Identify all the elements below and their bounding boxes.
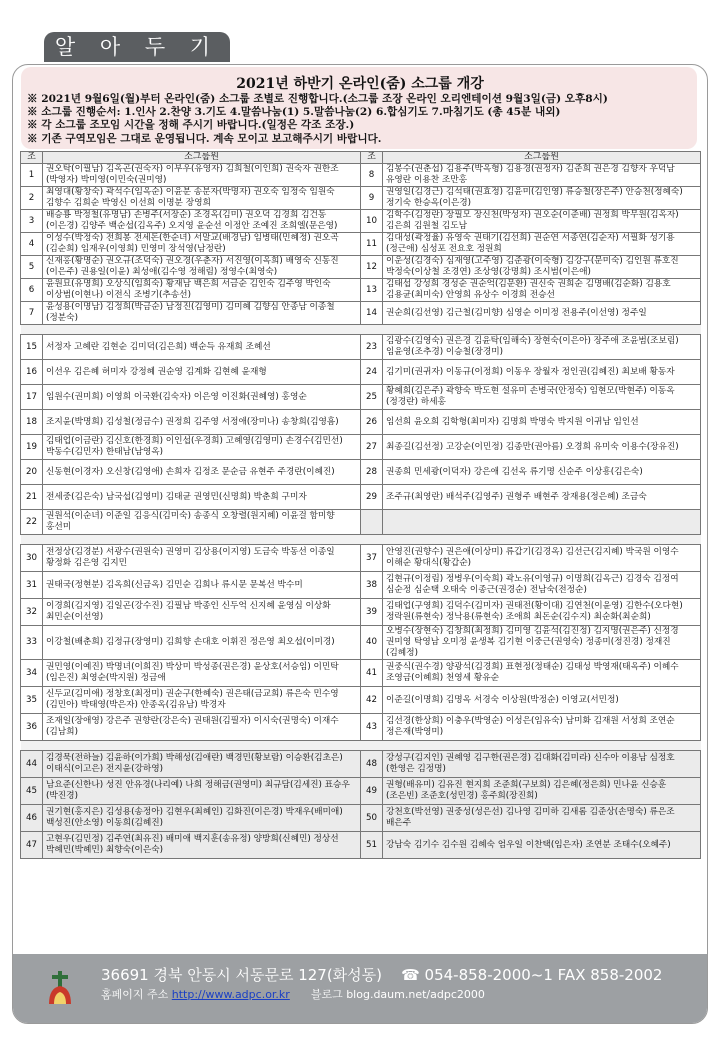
group-members: 신두교(김미애) 정창호(최정미) 권순구(한혜숙) 권은태(금교희) 류은숙 민수영(김민아) 박태영(박은자) 안종옥(김유남) 박경자: [43, 687, 361, 714]
church-cross-logo-icon: [47, 970, 73, 1006]
group-number: 49: [361, 778, 383, 805]
group-members: 김태업(이금란) 김신호(한경희) 이인섭(우경희) 고혜영(김영미) 손경수(김민선) 박동수(김민자) 한태남(남영옥): [43, 435, 361, 460]
footer-phone-fax: ☎ 054-858-2000~1 FAX 858-2002: [401, 966, 663, 984]
column-header-members: 소그룹원: [383, 152, 701, 164]
table-row: [21, 164, 701, 187]
column-header-group-number: 조: [361, 152, 383, 164]
group-members: 권오탁(이필남) 김옥곤(권숙자) 이부우(유영자) 김희철(이인희) 권숙자 권한조(박영자) 박미영(이민숙(권미영): [43, 164, 361, 187]
group-number: 13: [361, 279, 383, 302]
group-members: 서정자 고혜란 김현순 김미덕(김은희) 백순득 유재희 조혜선: [43, 335, 361, 360]
table-row: [21, 410, 701, 435]
table-row: [21, 714, 701, 741]
group-members: 조지윤(박명희) 김성철(정금수) 권정희 김주영 서정애(장미나) 송창희(김영흠): [43, 410, 361, 435]
group-number: 42: [361, 687, 383, 714]
group-number: 10: [361, 210, 383, 233]
blog-address: blog.daum.net/adpc2000: [346, 988, 485, 1001]
group-number: 50: [361, 805, 383, 832]
group-members: 배승룡 박정철(유명남) 손병주(서장순) 조경옥(김미) 권오덕 김경희 김건동(이은경) 김양주 백순섭(김옥주) 오지영 윤순선 이정안 조예진 조희엘(문은영): [43, 210, 361, 233]
table-row: [21, 687, 701, 714]
footer: [13, 954, 707, 1023]
group-members: 안영진(권향수) 권은애(이상미) 류갑기(김경옥) 김선근(김지혜) 박국원 이영수 이해순 황대식(황갑순): [383, 545, 701, 572]
table-row: [21, 832, 701, 859]
group-number: 37: [361, 545, 383, 572]
group-members: 조재일(장애영) 강은주 권향란(강은숙) 권태원(김필자) 이시숙(권명숙) 이재수(김남희): [43, 714, 361, 741]
group-number: 46: [21, 805, 43, 832]
group-number: 2: [21, 187, 43, 210]
group-members: 최영대(황창숙) 곽석수(임옥순) 이윤분 송분자(박명자) 권오숙 임정숙 임원숙 김향수 김희순 박영신 이선희 이명분 장영희: [43, 187, 361, 210]
group-members: 윤원묘(유명희) 오상식(임희숙) 황재남 백은희 서금순 김인숙 김주영 박인숙 이상범(이현나) 이전식 조병기(추송선): [43, 279, 361, 302]
table-row: [21, 435, 701, 460]
group-number: 14: [361, 302, 383, 325]
section-tab: 알 아 두 기: [44, 32, 230, 62]
table-separator-row: [21, 535, 701, 545]
group-members: 이성수(박정숙) 전희봉 전세돈(한순녀) 서말교(배경남) 임병태(민혜정) 권오곡(김순희) 임재우(이영희) 민영미 장석영(남정란): [43, 233, 361, 256]
footer-web: [101, 986, 485, 1002]
table-row: [21, 545, 701, 572]
table-row: [21, 187, 701, 210]
group-number: 24: [361, 360, 383, 385]
homepage-link[interactable]: http://www.adpc.or.kr: [171, 988, 290, 1001]
group-members: 김태섭 강성희 경성순 권순억(김문환) 권신숙 권희순 김명배(김순화) 김용호 김용균(최미숙) 안영희 유상수 이경희 전승선: [383, 279, 701, 302]
table-separator-row: [21, 741, 701, 751]
group-members: 권태국(정현분) 김옥희(신금옥) 김민순 김희나 류시문 문복선 박수미: [43, 572, 361, 599]
group-members: 김경묵(전하늘) 김윤하(이가희) 박해성(김애란) 백경민(황보람) 이승환(김초은) 이태식(이고은) 전지윤(강하영): [43, 751, 361, 778]
group-members: 이준길(이명희) 김명옥 서경숙 이상원(박정순) 이영교(서민정): [383, 687, 701, 714]
table-header-row: [21, 152, 701, 164]
group-members: 강성구(김지인) 권혜영 김구한(권은경) 김대화(김미라) 신수아 이용남 심정호(한영은 김정명): [383, 751, 701, 778]
group-number: 1: [21, 164, 43, 187]
notice-line: ※ 각 소그룹 조모임 시간을 정해 주시기 바랍니다.(일정은 각조 조장.): [27, 119, 355, 132]
group-members: 신동현(이경자) 오신창(김영애) 손희자 김정조 문순금 유현주 주경란(이혜진): [43, 460, 361, 485]
table-row: [21, 385, 701, 410]
group-members: 최종길(김선정) 고강순(이민정) 김종만(권아름) 오경희 유미숙 이용수(장유진): [383, 435, 701, 460]
group-number: 40: [361, 626, 383, 660]
group-number: 44: [21, 751, 43, 778]
table-separator-row: [21, 325, 701, 335]
group-members: 김기미(권귀자) 이동규(이정희) 이동우 장월자 정인권(김혜진) 최보배 황동자: [383, 360, 701, 385]
group-members: 김현규(이정림) 정병우(이숙희) 곽노유(이영규) 이명희(김옥근) 김경숙 김정여 심순정 심순택 오태숙 이종근(권경순) 전남숙(전정순): [383, 572, 701, 599]
group-members: 김봉수(권춘섭) 김용주(박옥형) 김용경(권정자) 김준희 권은경 김향자 우덕남 유영란 이용찬 조만홍: [383, 164, 701, 187]
group-number: 11: [361, 233, 383, 256]
group-number: 38: [361, 572, 383, 599]
group-members: 권중식(권수경) 양광석(김경희) 표현정(정태순) 김태성 박영재(태옥주) 이혜수 조영금(이혜희) 천영세 황유순: [383, 660, 701, 687]
small-group-table: [20, 151, 701, 859]
table-row: [21, 805, 701, 832]
group-number: 5: [21, 256, 43, 279]
group-number: 30: [21, 545, 43, 572]
group-number: 25: [361, 385, 383, 410]
separator-cell: [21, 741, 701, 751]
group-number: 41: [361, 660, 383, 687]
group-members: 이운성(김경숙) 심재영(고주영) 김준광(이숙형) 김강구(문미숙) 김인원 류호진 박정숙(이상철 조경연) 조상영(강명희) 조시범(이은애): [383, 256, 701, 279]
table-row: [21, 210, 701, 233]
group-number: 45: [21, 778, 43, 805]
group-number: 51: [361, 832, 383, 859]
group-number: 31: [21, 572, 43, 599]
table-row: [21, 751, 701, 778]
group-number: 9: [361, 187, 383, 210]
group-members: 임선희 윤오희 김학형(최미자) 김명희 박명숙 박지원 이귀남 임인선: [383, 410, 701, 435]
table-row: [21, 572, 701, 599]
notice-line: ※ 기존 구역모임은 그대로 운영됩니다. 계속 모이고 보고해주시기 바랍니다.: [27, 132, 382, 145]
group-number: 17: [21, 385, 43, 410]
group-members: 고현우(김민정) 김주연(최유진) 배미애 백지훈(송유정) 양방희(신혜민) 정상선 박혜민(박혜민) 최향숙(이은숙): [43, 832, 361, 859]
group-number: 33: [21, 626, 43, 660]
group-members: 전세중(김은숙) 남국섭(김영미) 김태균 권영민(신명희) 박춘희 구미자: [43, 485, 361, 510]
notice-lines: [27, 93, 697, 146]
group-members: 강남숙 김기수 김수원 김혜숙 엄우일 이찬택(임은자) 조연분 조태수(오혜주): [383, 832, 701, 859]
group-number: 19: [21, 435, 43, 460]
group-members: 신재홍(황명순) 권오규(조덕숙) 권오경(우춘자) 서진영(이옥희) 배영숙 신동진(이은주) 권용일(이윤) 최성애(김수영 정해림) 정영수(최영숙): [43, 256, 361, 279]
separator-cell: [21, 325, 701, 335]
group-number: 4: [21, 233, 43, 256]
notice-title: 2021년 하반기 온라인(줌) 소그룹 개강: [236, 76, 484, 92]
table-row: [21, 660, 701, 687]
group-number: 29: [361, 485, 383, 510]
group-number: 6: [21, 279, 43, 302]
group-number: 12: [361, 256, 383, 279]
group-members: 남요준(신한나) 성진 안유경(나리예) 나희 정해금(권영미) 최규담(김세진) 표승우(박진경): [43, 778, 361, 805]
group-number: 21: [21, 485, 43, 510]
group-members: [383, 510, 701, 535]
table-row: [21, 510, 701, 535]
group-number: 36: [21, 714, 43, 741]
group-members: 권영일(김경근) 김석태(권효정) 김윤미(김인영) 류승철(장은주) 안승천(정혜숙) 정기숙 한승옥(이은경): [383, 187, 701, 210]
group-number: 28: [361, 460, 383, 485]
footer-contact: [101, 964, 662, 985]
group-members: 권종희 민세광(이덕자) 강은애 김선옥 류기명 신순주 이상흥(김은숙): [383, 460, 701, 485]
group-members: 오병수(장현숙) 김창희(최정희) 김미영 김윤석(김진정) 김지명(권은주) 신정경 권미영 탁영남 오미정 윤생복 김기현 이중근(권영숙) 정종미(정진경) 정재진(김혜정): [383, 626, 701, 660]
group-members: 황혜희(김은주) 곽향숙 박도현 설유미 손병국(안정숙) 임현모(박현주) 이동옥(정경란) 하세홍: [383, 385, 701, 410]
table-row: [21, 778, 701, 805]
blog-label: 블로그: [310, 988, 343, 1001]
table-row: [21, 335, 701, 360]
group-members: 임원수(권미희) 이영희 이국환(김숙자) 이은영 이진화(권혜영) 홍영순: [43, 385, 361, 410]
group-members: 권기현(홍지은) 김성용(송정아) 김현우(최혜인) 김화진(이은경) 박재우(배미애) 백성진(안소영) 이동희(김혜진): [43, 805, 361, 832]
group-members: 김태업(구영희) 김덕수(김미자) 권태전(황이대) 김연천(이윤영) 김한수(오다현) 정락원(류현숙) 정낙용(류현숙) 조애희 최돈순(김수지) 최순화(최순희): [383, 599, 701, 626]
group-number: 18: [21, 410, 43, 435]
group-members: 권민영(이예진) 박명녀(이희진) 박상미 박성종(권은경) 윤상호(서승임) 이민탁(임은진) 최영순(박지원) 정금애: [43, 660, 361, 687]
group-number: 8: [361, 164, 383, 187]
table-row: [21, 460, 701, 485]
group-number: 35: [21, 687, 43, 714]
column-header-group-number: 조: [21, 152, 43, 164]
group-members: 이강철(배춘희) 김정규(장영미) 김희향 손대호 이휘진 정은영 최오섭(이미경): [43, 626, 361, 660]
group-members: 이선우 김은혜 허미자 강정혜 권순영 김계화 김현혜 윤재형: [43, 360, 361, 385]
table-row: [21, 256, 701, 279]
group-number: 32: [21, 599, 43, 626]
notice-frame: [12, 64, 708, 1024]
group-number: 27: [361, 435, 383, 460]
group-number: 23: [361, 335, 383, 360]
table-row: [21, 279, 701, 302]
notice-line: ※ 소그룹 진행순서: 1.인사 2.찬양 3.기도 4.말씀나눔(1) 5.말씀나눔(2) 6.합심기도 7.마침기도 (총 45분 내외): [27, 106, 561, 119]
group-members: 이경희(김지영) 김일곤(강수진) 김필남 박종인 신두억 신지혜 윤영심 이상화 최민순(이선영): [43, 599, 361, 626]
group-members: 권형(배유미) 김유진 현지희 조준희(구보희) 김은혜(정은희) 민나윤 신승훈(조은빈) 조준호(성민경) 홍주희(장진희): [383, 778, 701, 805]
group-members: 김선경(한상희) 이충우(박영순) 이성은(임유숙) 남미화 김재원 서성희 조연순 정은재(박영미): [383, 714, 701, 741]
group-members: 권순희(김선영) 김근철(김미향) 심영순 이미정 전용주(이선영) 정주일: [383, 302, 701, 325]
table-row: [21, 599, 701, 626]
group-members: 조주규(최영란) 배석주(김영주) 권형주 배현주 장재용(정은혜) 조금숙: [383, 485, 701, 510]
group-members: 김학수(김정란) 장필모 장신천(박성자) 권오순(이준배) 권정희 박무원(김옥자) 김은희 김원철 김도남: [383, 210, 701, 233]
group-members: 윤성용(이명남) 김정희(박금순) 남정진(김영미) 김미혜 김향심 안종남 이종철(정분숙): [43, 302, 361, 325]
table-row: [21, 626, 701, 660]
footer-address: 36691 경북 안동시 서동문로 127(화성동): [101, 966, 383, 984]
group-number: 43: [361, 714, 383, 741]
separator-cell: [21, 535, 701, 545]
notice-line: ※ 2021년 9월6일(월)부터 온라인(줌) 소그룹 조별로 진행합니다.(소그룹 조장 온라인 오리엔테이션 9월3일(금) 오후8시): [27, 93, 608, 105]
table-row: [21, 233, 701, 256]
group-members: 전정상(김경분) 서광수(권원숙) 권영미 김상용(이지영) 도금숙 박동선 이종일 황정화 김은영 김지민: [43, 545, 361, 572]
group-number: 20: [21, 460, 43, 485]
group-number: 7: [21, 302, 43, 325]
table-row: [21, 302, 701, 325]
group-number: 48: [361, 751, 383, 778]
group-members: 김광수(김영숙) 권은경 김윤탁(임해숙) 장현숙(이은아) 장주애 조윤범(조보림) 임윤영(조추경) 이승철(장경미): [383, 335, 701, 360]
group-number: 15: [21, 335, 43, 360]
group-number: 22: [21, 510, 43, 535]
column-header-members: 소그룹원: [43, 152, 361, 164]
group-number: 39: [361, 599, 383, 626]
homepage-label: 홈페이지 주소: [101, 988, 169, 1001]
table-row: [21, 360, 701, 385]
group-members: 김대성(곽정율) 유영숙 권태기(김선희) 권순연 서종연(김순자) 서필화 성기용(정근애) 심성포 전요호 정원희: [383, 233, 701, 256]
group-number: 16: [21, 360, 43, 385]
table-row: [21, 485, 701, 510]
group-number: [361, 510, 383, 535]
group-number: 34: [21, 660, 43, 687]
table-body: [21, 164, 701, 859]
group-number: 47: [21, 832, 43, 859]
group-members: 강천호(박선영) 권중성(성은선) 김나영 김미하 김새롬 김준상(손명숙) 류은조 배은주: [383, 805, 701, 832]
group-members: 권원석(이순녀) 이준일 김응식(김미숙) 송종식 오창렬(원지혜) 이윤걸 함미향 홍선미: [43, 510, 361, 535]
group-number: 26: [361, 410, 383, 435]
group-number: 3: [21, 210, 43, 233]
